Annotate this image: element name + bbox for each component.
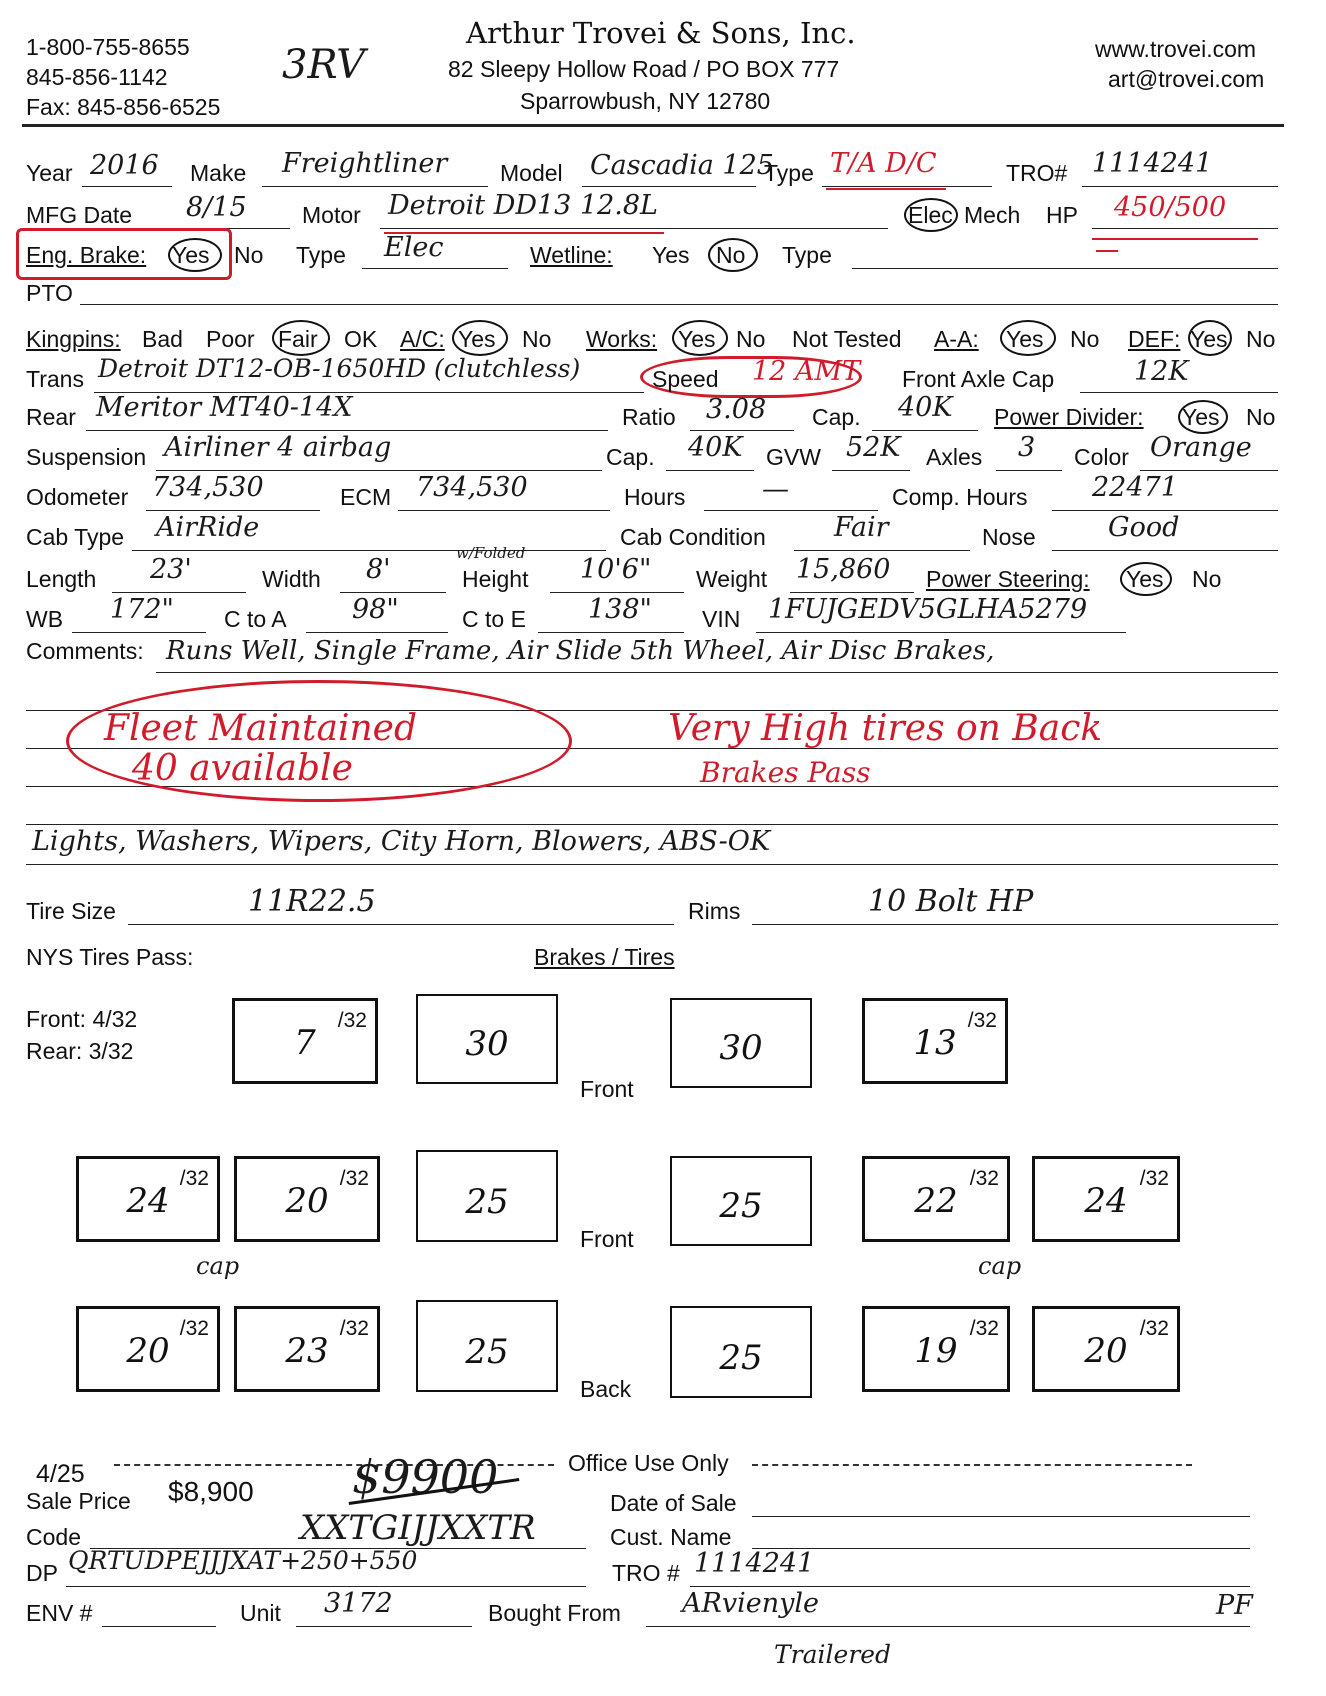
suspension-value: Airliner 4 airbag	[164, 432, 392, 463]
kingpins-fair: Fair	[278, 326, 318, 352]
cab-condition-label: Cab Condition	[620, 524, 766, 550]
eng-brake-type-value: Elec	[384, 232, 444, 263]
make-value: Freightliner	[282, 148, 448, 179]
header-divider	[22, 124, 1284, 127]
wetline-no: No	[716, 242, 746, 268]
fax-number: Fax: 845-856-6525	[26, 94, 221, 120]
cap-note-right: cap	[978, 1252, 1022, 1280]
drive-front-right-outer-box: /32 24	[1032, 1156, 1180, 1242]
rims-label: Rims	[688, 898, 741, 924]
handwritten-mark: 3RV	[282, 42, 366, 88]
drive-back-left-brake-box	[416, 1300, 558, 1392]
brakes-tires-heading: Brakes / Tires	[534, 944, 675, 970]
drive-back-left-inner-box: /32 23	[234, 1306, 380, 1392]
power-steering-label: Power Steering:	[926, 566, 1090, 592]
drive-back-left-outer-value: 20	[126, 1331, 170, 1371]
steer-right-tire-value: 13	[913, 1023, 957, 1063]
cab-type-value: AirRide	[156, 512, 260, 543]
comp-hours-label: Comp. Hours	[892, 484, 1028, 510]
speed-label: Speed	[652, 366, 719, 392]
ac-no: No	[522, 326, 552, 352]
rear-requirement: Rear: 3/32	[26, 1038, 134, 1064]
kingpins-bad: Bad	[142, 326, 183, 352]
front-requirement: Front: 4/32	[26, 1006, 138, 1032]
elec-option: Elec	[908, 202, 953, 228]
steer-right-tire-box: /32 13	[862, 998, 1008, 1084]
rims-value: 10 Bolt HP	[868, 884, 1034, 919]
def-yes: Yes	[1190, 326, 1228, 352]
tro-label: TRO#	[1006, 160, 1068, 186]
rear-cap-value: 40K	[898, 392, 953, 423]
axles-value: 3	[1018, 432, 1036, 463]
trailered-note: Trailered	[774, 1640, 892, 1669]
drive-front-right-outer-value: 24	[1084, 1181, 1128, 1221]
eng-brake-no: No	[234, 242, 264, 268]
trans-value: Detroit DT12-OB-1650HD (clutchless)	[98, 354, 581, 383]
odometer-value: 734,530	[152, 472, 264, 503]
color-label: Color	[1074, 444, 1129, 470]
year-label: Year	[26, 160, 73, 186]
power-steering-yes: Yes	[1126, 566, 1164, 592]
drive-back-right-outer-value: 20	[1084, 1331, 1128, 1371]
wb-label: WB	[26, 606, 64, 632]
steer-right-brake-value: 30	[719, 1028, 763, 1068]
aa-label: A-A:	[934, 326, 979, 352]
drive-back-right-brake-box	[670, 1306, 812, 1398]
suspension-label: Suspension	[26, 444, 147, 470]
env-label: ENV #	[26, 1600, 93, 1626]
vin-label: VIN	[702, 606, 741, 632]
bought-from-value: ARvienyle	[682, 1588, 819, 1619]
type-value: T/A D/C	[830, 148, 937, 179]
year-value: 2016	[90, 150, 159, 181]
red-note-tires: Very High tires on Back	[668, 708, 1103, 749]
front-drive-label: Front	[580, 1226, 634, 1252]
height-note: w/Folded	[456, 544, 526, 562]
red-note-available: 40 available	[132, 748, 353, 789]
company-address-1: 82 Sleepy Hollow Road / PO BOX 777	[448, 56, 840, 82]
model-label: Model	[500, 160, 563, 186]
front-steer-label: Front	[580, 1076, 634, 1102]
code-value: XXTGIJJXXTR	[300, 1508, 536, 1548]
ac-yes: Yes	[458, 326, 496, 352]
drive-back-left-brake-value: 25	[465, 1332, 509, 1372]
back-drive-label: Back	[580, 1376, 632, 1402]
website: www.trovei.com	[1095, 36, 1257, 62]
drive-front-left-outer-box: /32 24	[76, 1156, 220, 1242]
steer-left-tire-value: 7	[294, 1023, 316, 1063]
rear-cap-label: Cap.	[812, 404, 861, 430]
hours-label: Hours	[624, 484, 686, 510]
rear-label: Rear	[26, 404, 76, 430]
wetline-type-label: Type	[782, 242, 832, 268]
company-address-2: Sparrowbush, NY 12780	[520, 88, 771, 114]
gvw-value: 52K	[846, 432, 901, 463]
tro-value: 1114241	[1092, 148, 1213, 179]
phone-2: 845-856-1142	[26, 64, 168, 90]
tro-2-value: 1114241	[694, 1548, 815, 1579]
front-axle-cap-value: 12K	[1134, 356, 1189, 387]
drive-front-right-brake-box	[670, 1156, 812, 1246]
drive-front-left-inner-value: 20	[285, 1181, 329, 1221]
power-divider-yes: Yes	[1182, 404, 1220, 430]
def-no: No	[1246, 326, 1276, 352]
company-name: Arthur Trovei & Sons, Inc.	[466, 16, 856, 50]
height-value: 10'6"	[580, 554, 652, 585]
nose-value: Good	[1108, 512, 1180, 543]
axles-label: Axles	[926, 444, 983, 470]
aa-yes: Yes	[1006, 326, 1044, 352]
steer-left-tire-box: /32 7	[232, 998, 378, 1084]
dp-label: DP	[26, 1560, 58, 1586]
cust-name-label: Cust. Name	[610, 1524, 732, 1550]
sale-price-value: $8,900	[168, 1476, 254, 1507]
steer-left-brake-value: 30	[465, 1024, 509, 1064]
c-to-e-value: 138"	[588, 594, 652, 625]
bought-from-label: Bought From	[488, 1600, 621, 1626]
suspension-cap-label: Cap.	[606, 444, 655, 470]
drive-back-right-inner-box: /32 19	[862, 1306, 1010, 1392]
steer-left-brake-box	[416, 994, 558, 1084]
length-value: 23'	[150, 554, 192, 585]
gvw-label: GVW	[766, 444, 821, 470]
nys-tires-pass-label: NYS Tires Pass:	[26, 944, 194, 970]
ecm-label: ECM	[340, 484, 392, 510]
ratio-value: 3.08	[706, 394, 767, 425]
ratio-label: Ratio	[622, 404, 676, 430]
power-divider-label: Power Divider:	[994, 404, 1144, 430]
eng-brake-yes: Yes	[172, 242, 210, 268]
power-steering-no: No	[1192, 566, 1222, 592]
red-note-fleet: Fleet Maintained	[104, 708, 418, 749]
drive-front-right-brake-value: 25	[719, 1186, 763, 1226]
type-label: Type	[764, 160, 814, 186]
weight-value: 15,860	[796, 554, 891, 585]
power-divider-no: No	[1246, 404, 1276, 430]
works-no: No	[736, 326, 766, 352]
works-yes: Yes	[678, 326, 716, 352]
drive-front-left-brake-box	[416, 1150, 558, 1242]
comments-line-1: Runs Well, Single Frame, Air Slide 5th Wheel, Air Disc Brakes,	[166, 636, 995, 666]
bought-from-initials: PF	[1216, 1590, 1253, 1621]
comp-hours-value: 22471	[1092, 472, 1178, 503]
drive-front-left-outer-value: 24	[126, 1181, 170, 1221]
email: art@trovei.com	[1108, 66, 1265, 92]
tire-size-value: 11R22.5	[248, 884, 376, 919]
cap-note-left: cap	[196, 1252, 240, 1280]
aa-no: No	[1070, 326, 1100, 352]
code-label: Code	[26, 1524, 81, 1550]
kingpins-poor: Poor	[206, 326, 255, 352]
suspension-cap-value: 40K	[688, 432, 743, 463]
drive-front-right-inner-box: /32 22	[862, 1156, 1010, 1242]
steer-right-brake-box	[670, 998, 812, 1088]
motor-label: Motor	[302, 202, 361, 228]
kingpins-ok: OK	[344, 326, 378, 352]
tire-size-label: Tire Size	[26, 898, 116, 924]
odometer-label: Odometer	[26, 484, 129, 510]
length-label: Length	[26, 566, 97, 592]
ac-label: A/C:	[400, 326, 445, 352]
kingpins-label: Kingpins:	[26, 326, 121, 352]
phone-1: 1-800-755-8655	[26, 34, 190, 60]
c-to-a-value: 98"	[352, 594, 399, 625]
cab-type-label: Cab Type	[26, 524, 125, 550]
mfg-date-label: MFG Date	[26, 202, 133, 228]
comments-label: Comments:	[26, 638, 144, 664]
model-value: Cascadia 125	[590, 150, 774, 181]
dp-value: QRTUDPEJJJXAT+250+550	[68, 1546, 418, 1575]
pto-label: PTO	[26, 280, 73, 306]
drive-back-right-brake-value: 25	[719, 1338, 763, 1378]
hours-value: —	[762, 474, 789, 505]
trans-label: Trans	[26, 366, 84, 392]
width-label: Width	[262, 566, 321, 592]
wb-value: 172"	[110, 594, 174, 625]
red-note-brakes: Brakes Pass	[700, 756, 871, 789]
color-value: Orange	[1150, 432, 1252, 463]
drive-back-right-outer-box: /32 20	[1032, 1306, 1180, 1392]
drive-back-left-outer-box: /32 20	[76, 1306, 220, 1392]
crossed-price: $9900	[352, 1450, 499, 1504]
weight-label: Weight	[696, 566, 768, 592]
unit-value: 3172	[324, 1588, 393, 1619]
works-label: Works:	[586, 326, 658, 352]
speed-value: 12 AMT	[752, 356, 861, 387]
eng-brake-type-label: Type	[296, 242, 346, 268]
eng-brake-label: Eng. Brake:	[26, 242, 147, 268]
drive-back-right-inner-value: 19	[914, 1331, 958, 1371]
unit-label: Unit	[240, 1600, 281, 1626]
drive-front-left-inner-box: /32 20	[234, 1156, 380, 1242]
ecm-value: 734,530	[416, 472, 528, 503]
make-label: Make	[190, 160, 247, 186]
def-label: DEF:	[1128, 326, 1181, 352]
motor-value: Detroit DD13 12.8L	[388, 190, 658, 221]
date-of-sale-label: Date of Sale	[610, 1490, 737, 1516]
works-not-tested: Not Tested	[792, 326, 902, 352]
tro-2-label: TRO #	[612, 1560, 680, 1586]
mech-option: Mech	[964, 202, 1021, 228]
c-to-e-label: C to E	[462, 606, 526, 632]
drive-front-left-brake-value: 25	[465, 1182, 509, 1222]
cab-condition-value: Fair	[834, 512, 889, 543]
hp-value: 450/500	[1114, 192, 1227, 223]
drive-back-left-inner-value: 23	[285, 1331, 329, 1371]
rear-value: Meritor MT40-14X	[96, 392, 353, 423]
drive-front-right-inner-value: 22	[914, 1181, 958, 1221]
wetline-label: Wetline:	[530, 242, 613, 268]
nose-label: Nose	[982, 524, 1036, 550]
width-value: 8'	[366, 554, 391, 585]
sale-date-note: 4/25	[36, 1460, 85, 1488]
front-axle-cap-label: Front Axle Cap	[902, 366, 1055, 392]
wetline-yes: Yes	[652, 242, 690, 268]
comments-line-2: Lights, Washers, Wipers, City Horn, Blowers, ABS-OK	[32, 826, 771, 857]
c-to-a-label: C to A	[224, 606, 287, 632]
office-use-only-label: Office Use Only	[568, 1450, 729, 1476]
hp-label: HP	[1046, 202, 1078, 228]
mfg-date-value: 8/15	[186, 192, 247, 223]
height-label: Height	[462, 566, 529, 592]
sale-price-label: Sale Price	[26, 1488, 131, 1514]
vin-value: 1FUJGEDV5GLHA5279	[768, 594, 1088, 625]
